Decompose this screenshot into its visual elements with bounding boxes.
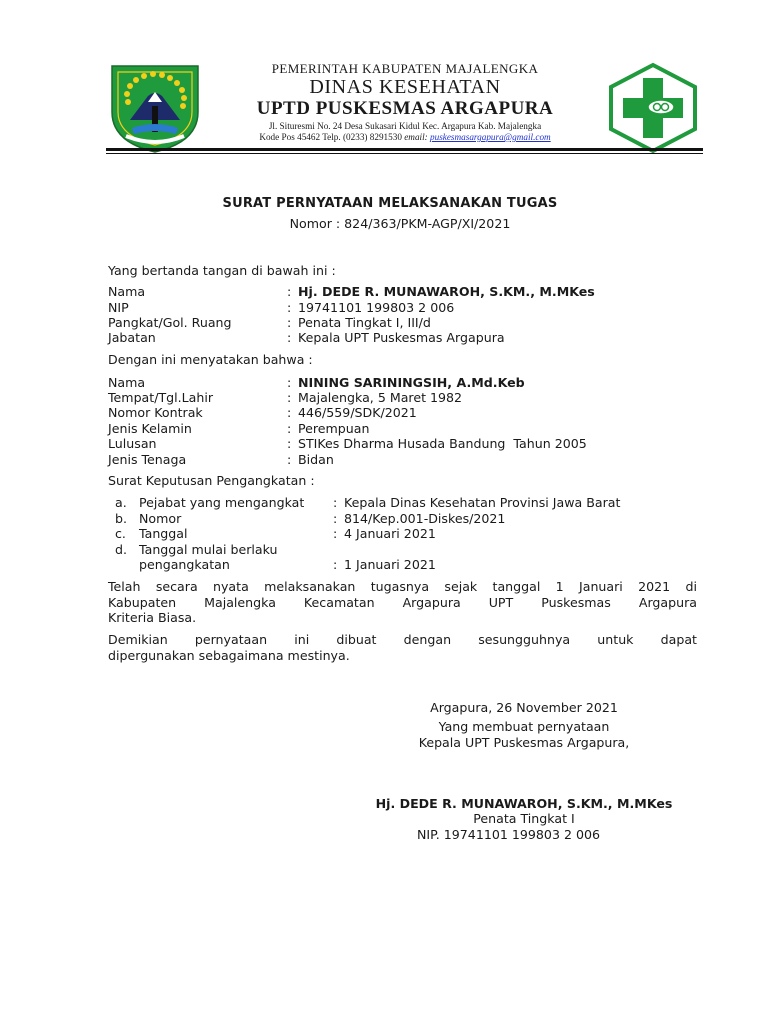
person-value-gender: Perempuan: [298, 421, 370, 436]
signature-rank: Penata Tingkat I: [473, 811, 575, 826]
colon: :: [287, 390, 292, 405]
decree-letter-a: a.: [115, 495, 127, 510]
decree-value-date: 4 Januari 2021: [344, 526, 436, 541]
colon: :: [287, 436, 292, 451]
colon: :: [333, 511, 338, 526]
signature-name: Hj. DEDE R. MUNAWAROH, S.KM., M.MKes: [375, 796, 673, 811]
majalengka-emblem-icon: [108, 62, 202, 154]
colon: :: [287, 421, 292, 436]
signer-value-position: Kepala UPT Puskesmas Argapura: [298, 330, 505, 345]
signer-label-name: Nama: [108, 284, 146, 299]
decree-letter-d: d.: [115, 542, 127, 557]
letterhead-rule-thin: [106, 153, 703, 154]
decree-label-effective-2: pengangkatan: [139, 557, 230, 572]
colon: :: [333, 495, 338, 510]
signature-nip: NIP. 19741101 199803 2 006: [417, 827, 601, 842]
colon: :: [287, 375, 292, 390]
colon: :: [287, 300, 292, 315]
colon: :: [287, 315, 292, 330]
person-label-contract: Nomor Kontrak: [108, 405, 203, 420]
declare-text: Dengan ini menyatakan bahwa :: [108, 352, 313, 367]
letterhead-contact: [200, 132, 610, 142]
person-label-birth: Tempat/Tgl.Lahir: [108, 390, 214, 405]
signer-label-nip: NIP: [108, 300, 129, 315]
paragraph-1-line-1: Telah secara nyata melaksanakan tugasnya sejak tanggal 1 Januari 2021 di: [108, 579, 697, 594]
email-label: email:: [404, 132, 428, 142]
decree-label-effective: Tanggal mulai berlaku: [139, 542, 278, 557]
person-label-gender: Jenis Kelamin: [108, 421, 192, 436]
letterhead-unit: UPTD PUSKESMAS ARGAPURA: [256, 98, 554, 119]
colon: :: [287, 452, 292, 467]
puskesmas-logo-icon: [606, 62, 700, 154]
decree-label-official: Pejabat yang mengangkat: [139, 495, 305, 510]
person-label-name: Nama: [108, 375, 146, 390]
letter-title: SURAT PERNYATAAN MELAKSANAKAN TUGAS: [222, 196, 558, 211]
paragraph-2-line-1: Demikian pernyataan ini dibuat dengan sesungguhnya untuk dapat: [108, 632, 697, 647]
letterhead-agency: DINAS KESEHATAN: [309, 76, 501, 98]
person-value-name: NINING SARININGSIH, A.Md.Keb: [298, 375, 525, 390]
letterhead-rule-thick: [106, 148, 703, 151]
colon: :: [287, 405, 292, 420]
person-value-education: STIKes Dharma Husada Bandung Tahun 2005: [298, 436, 587, 451]
signer-value-rank: Penata Tingkat I, III/d: [298, 315, 431, 330]
decree-value-effective: 1 Januari 2021: [344, 557, 436, 572]
paragraph-1-line-2: Kabupaten Majalengka Kecamatan Argapura UPT Puskesmas Argapura: [108, 595, 697, 610]
person-value-birth: Majalengka, 5 Maret 1982: [298, 390, 463, 405]
letterhead-address: Jl. Situresmi No. 24 Desa Sukasari Kidul Kec. Argapura Kab. Majalengka: [268, 121, 542, 131]
signature-place-date: Argapura, 26 November 2021: [430, 700, 618, 715]
paragraph-1-line-3: Kriteria Biasa.: [108, 610, 197, 625]
person-value-staff-type: Bidan: [298, 452, 334, 467]
signer-value-nip: 19741101 199803 2 006: [298, 300, 455, 315]
colon: :: [333, 557, 338, 572]
signer-label-position: Jabatan: [108, 330, 156, 345]
colon: :: [287, 284, 292, 299]
decree-value-number: 814/Kep.001-Diskes/2021: [344, 511, 506, 526]
decree-label-date: Tanggal: [139, 526, 188, 541]
person-label-staff-type: Jenis Tenaga: [108, 452, 187, 467]
colon: :: [287, 330, 292, 345]
contact-phone: Kode Pos 45462 Telp. (0233) 8291530: [259, 132, 402, 142]
email-link[interactable]: puskesmasargapura@gmail.com: [430, 132, 551, 142]
signer-label-rank: Pangkat/Gol. Ruang: [108, 315, 232, 330]
intro-text: Yang bertanda tangan di bawah ini :: [108, 263, 336, 278]
person-value-contract: 446/559/SDK/2021: [298, 405, 417, 420]
decree-value-official: Kepala Dinas Kesehatan Provinsi Jawa Barat: [344, 495, 621, 510]
signer-value-name: Hj. DEDE R. MUNAWAROH, S.KM., M.MKes: [298, 284, 595, 299]
decree-letter-b: b.: [115, 511, 127, 526]
decree-heading: Surat Keputusan Pengangkatan :: [108, 473, 315, 488]
decree-letter-c: c.: [115, 526, 126, 541]
signature-maker: Yang membuat pernyataan: [438, 719, 610, 734]
paragraph-2-line-2: dipergunakan sebagaimana mestinya.: [108, 648, 350, 663]
letter-number: Nomor : 824/363/PKM-AGP/XI/2021: [289, 216, 511, 231]
decree-label-number: Nomor: [139, 511, 182, 526]
colon: :: [333, 526, 338, 541]
person-label-education: Lulusan: [108, 436, 157, 451]
signature-position: Kepala UPT Puskesmas Argapura,: [418, 735, 630, 750]
letterhead-government: PEMERINTAH KABUPATEN MAJALENGKA: [271, 61, 539, 76]
